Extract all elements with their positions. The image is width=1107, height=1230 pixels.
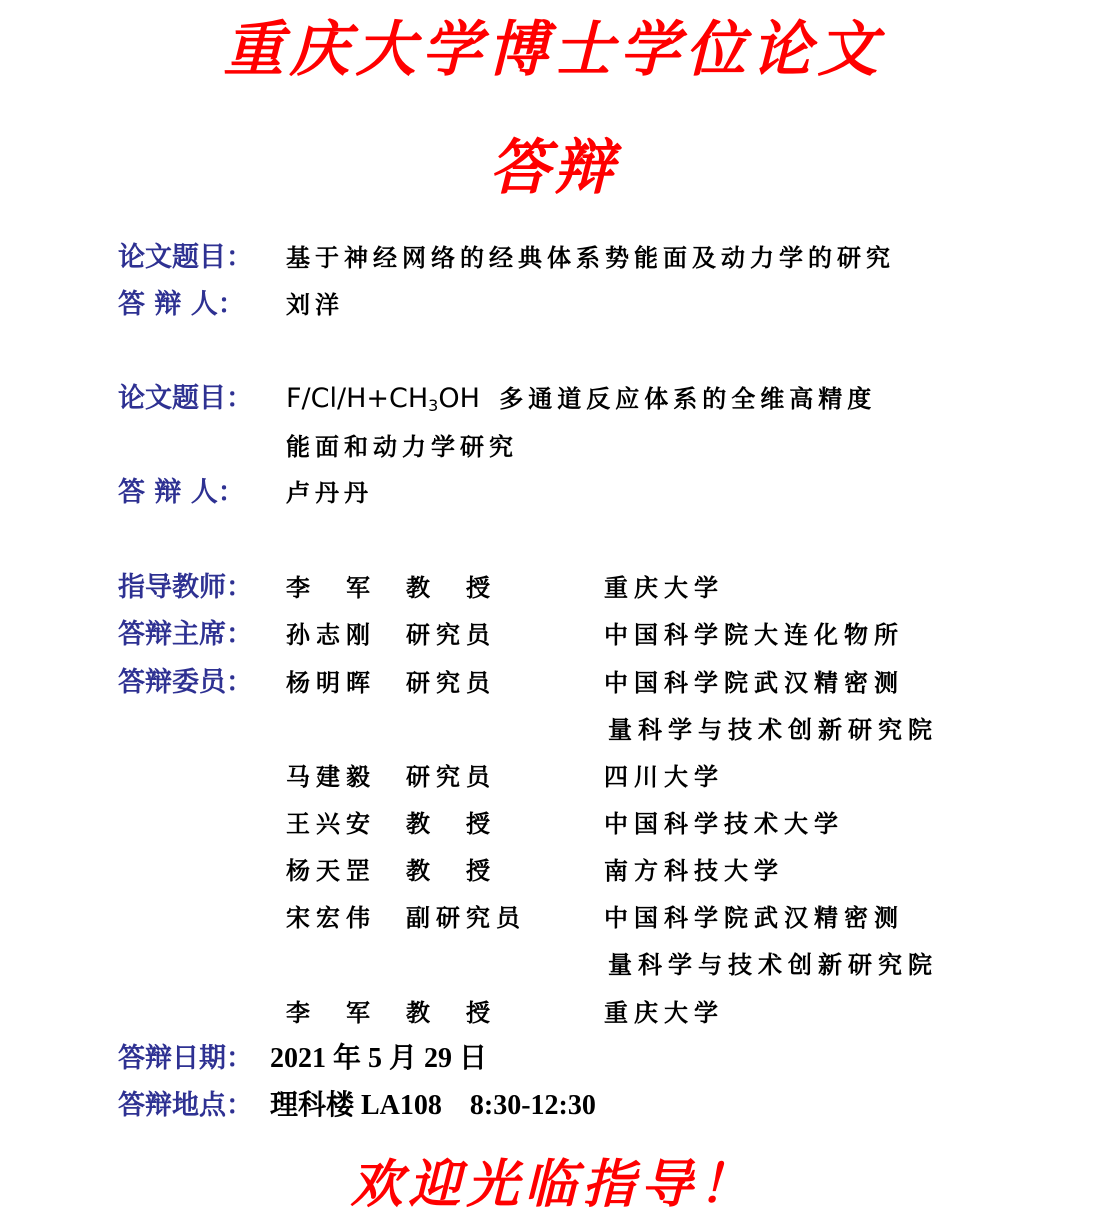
- location-value: 理科楼 LA108 8:30-12:30: [270, 1090, 596, 1121]
- member-institution: 南方科技大学: [604, 856, 784, 885]
- member-name: 宋宏伟: [286, 903, 376, 932]
- member-name: 杨天罡: [286, 856, 376, 885]
- page-subtitle: 答辩: [489, 133, 618, 203]
- chair-title: 研究员: [406, 620, 496, 649]
- member-name: 李 军: [286, 998, 376, 1027]
- topic-label: 论文题目：: [118, 383, 253, 414]
- topic-value-line-2: 能面和动力学研究: [286, 432, 518, 461]
- date-value: 2021 年 5 月 29 日: [270, 1043, 488, 1074]
- advisor-label: 指导教师：: [118, 572, 253, 603]
- speaker-label: 答 辩 人：: [118, 477, 245, 508]
- speaker-value: 卢丹丹: [286, 478, 373, 507]
- member-institution: 四川大学: [604, 762, 724, 791]
- speaker-value: 刘洋: [286, 290, 344, 319]
- member-institution: 重庆大学: [604, 998, 724, 1027]
- member-title: 教 授: [406, 809, 496, 838]
- welcome-text: 欢迎光临指导！: [350, 1154, 757, 1215]
- formula: $F/Cl/H+CH_3OH$: [286, 383, 480, 415]
- member-title: 研究员: [406, 762, 496, 791]
- member-name: 马建毅: [286, 762, 376, 791]
- member-title: 研究员: [406, 668, 496, 697]
- member-title: 副研究员: [406, 903, 526, 932]
- chair-institution: 中国科学院大连化物所: [604, 620, 904, 649]
- topic-label: 论文题目：: [118, 242, 253, 273]
- page-title: 重庆大学博士学位论文: [223, 15, 884, 85]
- advisor-institution: 重庆大学: [604, 573, 724, 602]
- member-title: 教 授: [406, 856, 496, 885]
- topic-value: 基于神经网络的经典体系势能面及动力学的研究: [286, 243, 895, 272]
- member-institution: 中国科学院武汉精密测: [604, 903, 904, 932]
- member-institution: 中国科学技术大学: [604, 809, 844, 838]
- advisor-name: 李 军: [286, 573, 376, 602]
- member-institution-line-2: 量科学与技术创新研究院: [608, 715, 938, 744]
- member-name: 杨明晖: [286, 668, 376, 697]
- member-title: 教 授: [406, 998, 496, 1027]
- member-name: 王兴安: [286, 809, 376, 838]
- location-label: 答辩地点：: [118, 1090, 253, 1121]
- topic-value-line-1: $F/Cl/H+CH_3OH$ 多通道反应体系的全维高精度: [286, 383, 877, 415]
- member-institution: 中国科学院武汉精密测: [604, 668, 904, 697]
- chair-label: 答辩主席：: [118, 619, 253, 650]
- member-institution-line-2: 量科学与技术创新研究院: [608, 950, 938, 979]
- chair-name: 孙志刚: [286, 620, 376, 649]
- date-label: 答辩日期：: [118, 1043, 253, 1074]
- advisor-title: 教 授: [406, 573, 496, 602]
- speaker-label: 答 辩 人：: [118, 289, 245, 320]
- members-label: 答辩委员：: [118, 667, 253, 698]
